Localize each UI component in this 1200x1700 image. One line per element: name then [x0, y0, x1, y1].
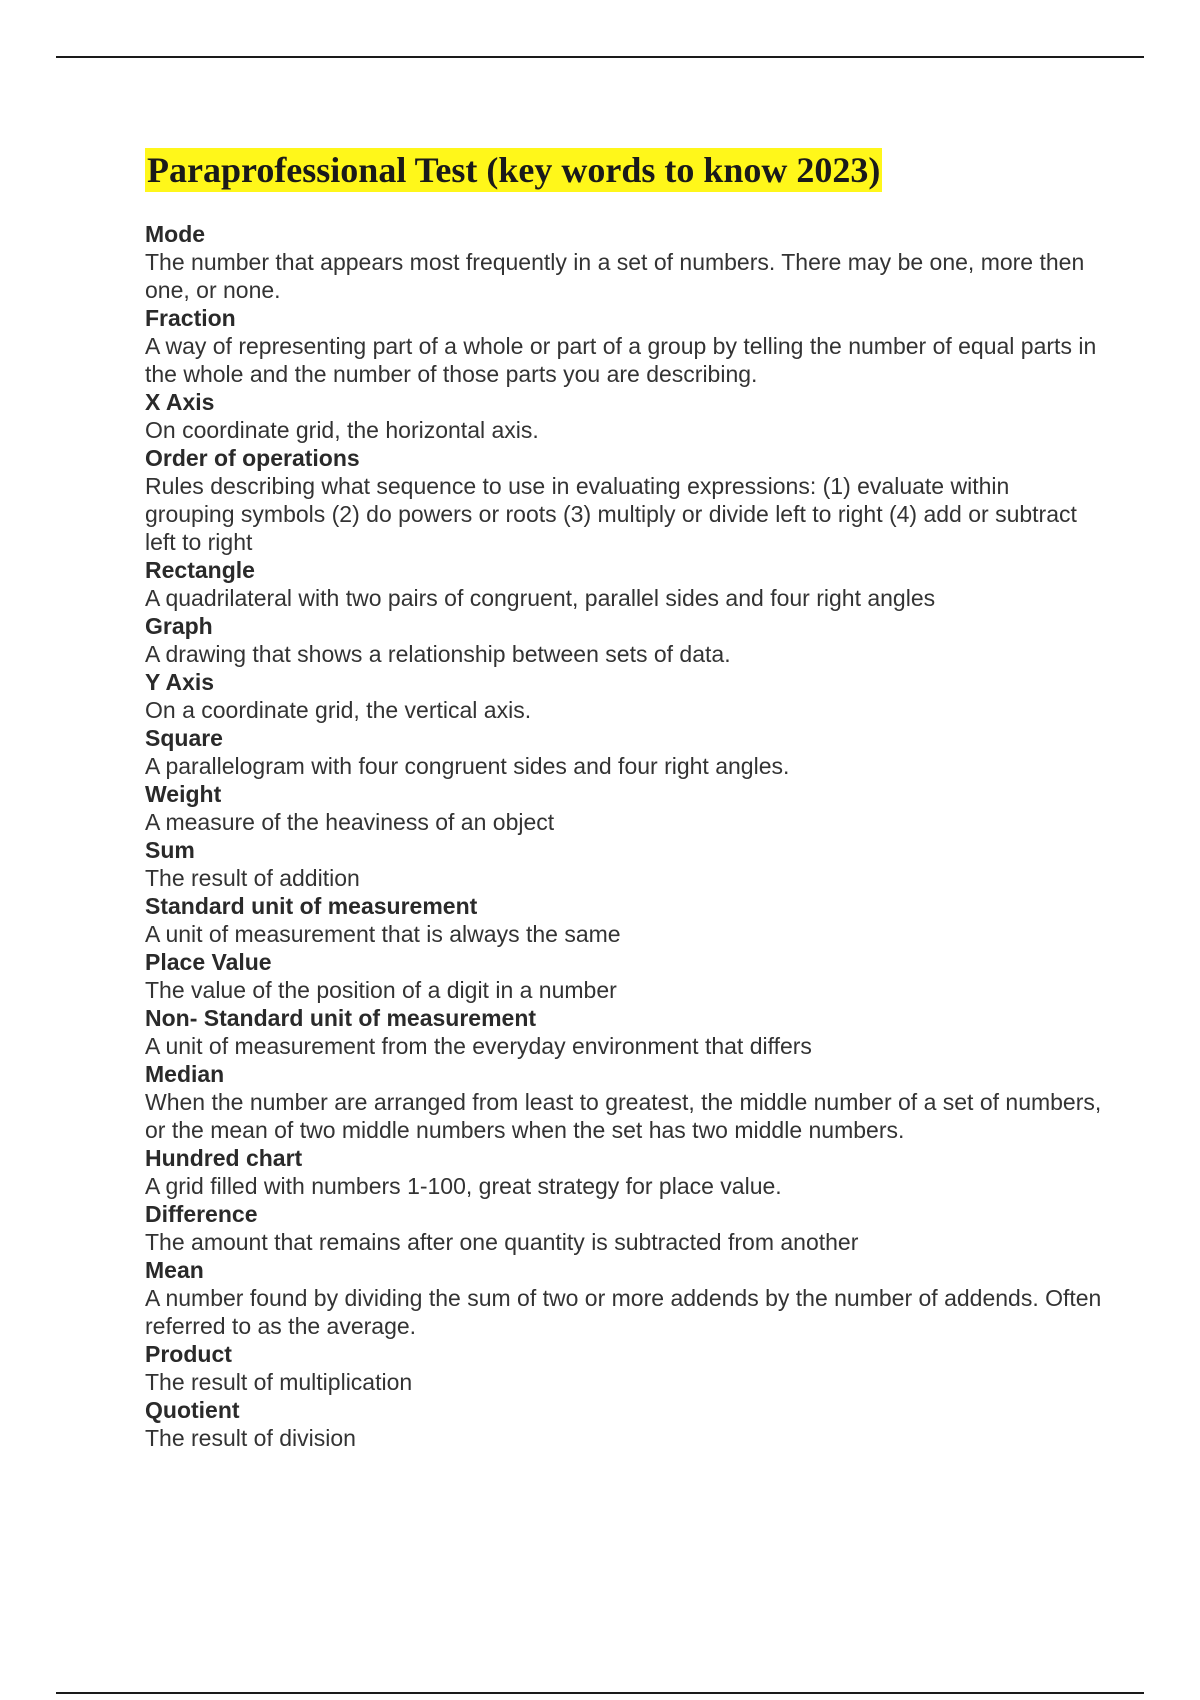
glossary-definition: A quadrilateral with two pairs of congruent, parallel sides and four right angles	[145, 585, 936, 611]
glossary-term: X Axis	[145, 389, 215, 415]
glossary-term: Hundred chart	[145, 1145, 303, 1171]
glossary-term: Y Axis	[145, 669, 215, 695]
document-body	[145, 148, 1105, 1452]
glossary-term: Mode	[145, 221, 206, 247]
glossary-entry	[145, 1340, 1105, 1396]
glossary-definition: A parallelogram with four congruent sides and four right angles.	[145, 753, 790, 779]
glossary-definition: When the number are arranged from least to greatest, the middle number of a set of numbers, or the mean of two middle numbers when the set has two middle numbers.	[145, 1089, 1102, 1143]
top-rule	[56, 56, 1144, 58]
glossary-definition: A number found by dividing the sum of two or more addends by the number of addends. Often referred to as the average.	[145, 1285, 1102, 1339]
glossary-definition: The result of division	[145, 1425, 356, 1451]
glossary-term: Product	[145, 1341, 232, 1367]
glossary-term: Difference	[145, 1201, 258, 1227]
title-block	[145, 148, 1105, 192]
glossary-term: Mean	[145, 1257, 204, 1283]
glossary-term: Graph	[145, 613, 213, 639]
glossary-entry	[145, 1396, 1105, 1452]
glossary-entry	[145, 724, 1105, 780]
glossary-entry	[145, 1004, 1105, 1060]
glossary-entry	[145, 556, 1105, 612]
glossary-definition: On a coordinate grid, the vertical axis.	[145, 697, 532, 723]
glossary-term: Place Value	[145, 949, 272, 975]
glossary-definition: The result of addition	[145, 865, 360, 891]
glossary-entry	[145, 304, 1105, 388]
glossary-entry	[145, 1200, 1105, 1256]
glossary-term: Quotient	[145, 1397, 240, 1423]
glossary-definition: The number that appears most frequently in a set of numbers. There may be one, more then one, or none.	[145, 249, 1085, 303]
glossary-term: Square	[145, 725, 223, 751]
bottom-rule	[56, 1692, 1144, 1694]
glossary-term: Sum	[145, 837, 195, 863]
glossary-term: Median	[145, 1061, 225, 1087]
glossary-entry	[145, 780, 1105, 836]
glossary-definition: A way of representing part of a whole or part of a group by telling the number of equal parts in the whole and the number of those parts you are describing.	[145, 333, 1097, 387]
glossary-term: Standard unit of measurement	[145, 893, 478, 919]
glossary-definition: The value of the position of a digit in a number	[145, 977, 617, 1003]
page-title: Paraprofessional Test (key words to know 2023)	[147, 150, 881, 190]
glossary-entry	[145, 220, 1105, 304]
glossary-entry	[145, 1144, 1105, 1200]
glossary-term: Fraction	[145, 305, 236, 331]
glossary-term: Non- Standard unit of measurement	[145, 1005, 537, 1031]
glossary-entry	[145, 1060, 1105, 1144]
glossary-entry	[145, 1256, 1105, 1340]
glossary-entry	[145, 388, 1105, 444]
glossary-definition: A grid filled with numbers 1-100, great strategy for place value.	[145, 1173, 782, 1199]
glossary-term: Weight	[145, 781, 222, 807]
glossary-entry	[145, 612, 1105, 668]
glossary-definition: The amount that remains after one quantity is subtracted from another	[145, 1229, 859, 1255]
glossary-entry	[145, 444, 1105, 556]
glossary-term: Rectangle	[145, 557, 255, 583]
glossary-entry	[145, 668, 1105, 724]
glossary-definition: A unit of measurement that is always the same	[145, 921, 621, 947]
glossary-entry	[145, 948, 1105, 1004]
glossary-definition: A drawing that shows a relationship between sets of data.	[145, 641, 731, 667]
glossary-entry	[145, 892, 1105, 948]
glossary-definition: Rules describing what sequence to use in evaluating expressions: (1) evaluate within grouping symbols (2) do powers or roots (3) multiply or divide left to right (4) add or subtract left to right	[145, 473, 1077, 555]
glossary-definition: A unit of measurement from the everyday environment that differs	[145, 1033, 812, 1059]
glossary-definition: On coordinate grid, the horizontal axis.	[145, 417, 539, 443]
glossary-term: Order of operations	[145, 445, 360, 471]
glossary-definition: The result of multiplication	[145, 1369, 413, 1395]
glossary-definition: A measure of the heaviness of an object	[145, 809, 555, 835]
glossary-entry	[145, 836, 1105, 892]
